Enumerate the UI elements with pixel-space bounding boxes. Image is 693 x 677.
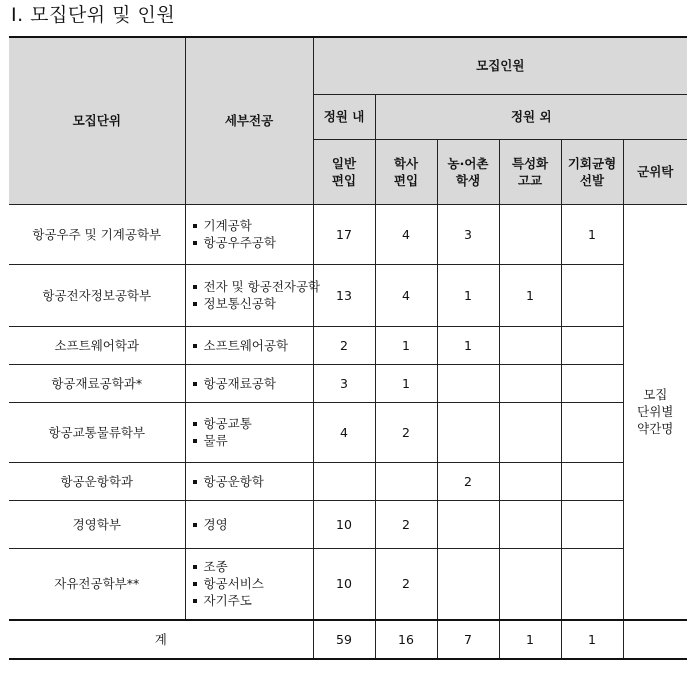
total-bachelor-cell: 16 (375, 620, 437, 659)
table-row (9, 462, 687, 500)
header-rural-student: 농·어촌 학생 (437, 139, 499, 204)
special-count-cell (499, 326, 561, 364)
total-special-cell: 1 (499, 620, 561, 659)
special-count-cell: 1 (499, 264, 561, 326)
table-row (9, 326, 687, 364)
major-item: 경영 (192, 516, 313, 533)
special-count-cell (499, 462, 561, 500)
header-outside: 정원 외 (375, 94, 687, 139)
equal-count-cell: 1 (561, 204, 623, 264)
bachelor-count-cell: 2 (375, 548, 437, 620)
special-count-cell (499, 500, 561, 548)
rural-count-cell (437, 364, 499, 402)
section-title: Ⅰ. 모집단위 및 인원 (11, 4, 176, 26)
unit-cell: 항공운항학과 (9, 462, 185, 500)
unit-cell: 경영학부 (9, 500, 185, 548)
bachelor-count-cell: 1 (375, 326, 437, 364)
general-count-cell: 17 (313, 204, 375, 264)
general-count-cell (313, 462, 375, 500)
general-count-cell: 2 (313, 326, 375, 364)
table-row (9, 548, 687, 620)
equal-count-cell (561, 364, 623, 402)
major-item: 소프트웨어공학 (192, 337, 313, 354)
total-equal-cell: 1 (561, 620, 623, 659)
rural-count-cell (437, 548, 499, 620)
header-general-transfer: 일반 편입 (313, 139, 375, 204)
special-count-cell (499, 402, 561, 462)
major-cell (185, 204, 313, 264)
bachelor-count-cell (375, 462, 437, 500)
unit-cell: 항공전자정보공학부 (9, 264, 185, 326)
major-item: 조종 (192, 558, 313, 575)
major-item: 항공교통 (192, 415, 313, 432)
rural-count-cell: 3 (437, 204, 499, 264)
major-cell (185, 548, 313, 620)
bachelor-count-cell: 4 (375, 264, 437, 326)
table-row (9, 500, 687, 548)
major-item: 항공운항학 (192, 473, 313, 490)
table-row (9, 364, 687, 402)
table-row (9, 402, 687, 462)
header-within: 정원 내 (313, 94, 375, 139)
major-item: 전자 및 항공전자공학 (192, 278, 313, 295)
unit-cell: 자유전공학부** (9, 548, 185, 620)
header-bachelor-transfer: 학사 편입 (375, 139, 437, 204)
total-row (9, 620, 687, 659)
major-item: 정보통신공학 (192, 295, 313, 312)
major-item: 항공우주공학 (192, 234, 313, 251)
rural-count-cell (437, 402, 499, 462)
major-cell (185, 326, 313, 364)
major-cell (185, 500, 313, 548)
equal-count-cell (561, 402, 623, 462)
general-count-cell: 4 (313, 402, 375, 462)
special-count-cell (499, 364, 561, 402)
header-vocational-school: 특성화 고교 (499, 139, 561, 204)
special-count-cell (499, 204, 561, 264)
general-count-cell: 10 (313, 500, 375, 548)
header-military: 군위탁 (623, 139, 687, 204)
table-row (9, 264, 687, 326)
rural-count-cell: 1 (437, 326, 499, 364)
total-general-cell: 59 (313, 620, 375, 659)
unit-cell: 소프트웨어학과 (9, 326, 185, 364)
quota-table (9, 36, 687, 660)
rural-count-cell: 1 (437, 264, 499, 326)
rural-count-cell (437, 500, 499, 548)
military-note-cell: 모집 단위별 약간명 (623, 204, 687, 620)
bachelor-count-cell: 2 (375, 402, 437, 462)
total-label: 계 (9, 620, 313, 659)
major-item: 항공서비스 (192, 575, 313, 592)
header-major: 세부전공 (185, 37, 313, 204)
general-count-cell: 3 (313, 364, 375, 402)
major-item: 자기주도 (192, 592, 313, 609)
major-cell (185, 402, 313, 462)
rural-count-cell: 2 (437, 462, 499, 500)
major-cell (185, 462, 313, 500)
equal-count-cell (561, 500, 623, 548)
major-item: 기계공학 (192, 217, 313, 234)
bachelor-count-cell: 4 (375, 204, 437, 264)
header-equal-opportunity: 기회균형 선발 (561, 139, 623, 204)
unit-cell: 항공우주 및 기계공학부 (9, 204, 185, 264)
equal-count-cell (561, 326, 623, 364)
major-cell (185, 264, 321, 326)
header-quota: 모집인원 (313, 37, 687, 94)
unit-cell: 항공교통물류학부 (9, 402, 185, 462)
general-count-cell: 13 (313, 264, 375, 326)
equal-count-cell (561, 548, 623, 620)
bachelor-count-cell: 2 (375, 500, 437, 548)
general-count-cell: 10 (313, 548, 375, 620)
total-rural-cell: 7 (437, 620, 499, 659)
special-count-cell (499, 548, 561, 620)
total-military-cell (623, 620, 687, 659)
equal-count-cell (561, 462, 623, 500)
header-unit: 모집단위 (9, 37, 185, 204)
major-cell (185, 364, 313, 402)
bachelor-count-cell: 1 (375, 364, 437, 402)
major-item: 항공재료공학 (192, 375, 313, 392)
equal-count-cell (561, 264, 623, 326)
unit-cell: 항공재료공학과* (9, 364, 185, 402)
major-item: 물류 (192, 432, 313, 449)
table-row (9, 204, 687, 264)
